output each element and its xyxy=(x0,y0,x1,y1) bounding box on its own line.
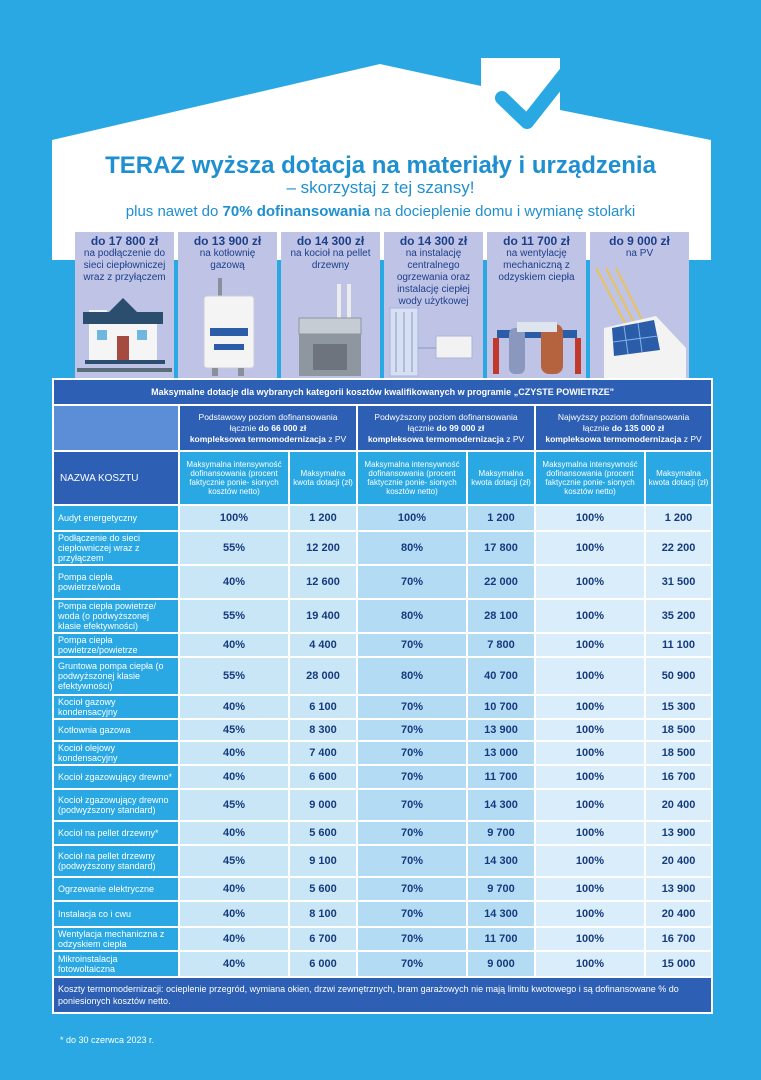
intensity-header: Maksymalna intensywność dofinansowania (procent faktycznie ponie- sionych kosztów netto) xyxy=(535,451,645,505)
cost-name: Kotłownia gazowa xyxy=(53,719,179,741)
amount-value: 14 300 xyxy=(467,845,535,877)
amount-value: 11 100 xyxy=(645,633,712,657)
intensity-value: 100% xyxy=(357,505,467,531)
intensity-value: 40% xyxy=(179,741,289,765)
name-header: NAZWA KOSZTU xyxy=(53,451,179,505)
intensity-value: 55% xyxy=(179,599,289,633)
amount-value: 4 400 xyxy=(289,633,357,657)
amount-value: 12 600 xyxy=(289,565,357,599)
intensity-value: 100% xyxy=(535,789,645,821)
amount-value: 19 400 xyxy=(289,599,357,633)
table-row xyxy=(53,821,712,845)
cost-name: Instalacja co i cwu xyxy=(53,901,179,927)
amount-value: 18 500 xyxy=(645,719,712,741)
amount-value: 1 200 xyxy=(467,505,535,531)
cost-name: Gruntowa pompa ciepła (o podwyższonej klasie efektywności) xyxy=(53,657,179,695)
amount-value: 17 800 xyxy=(467,531,535,565)
footnote: * do 30 czerwca 2023 r. xyxy=(60,1035,155,1045)
intensity-value: 70% xyxy=(357,877,467,901)
intensity-value: 70% xyxy=(357,695,467,719)
headline-offer: plus nawet do 70% dofinansowania na docieplenie domu i wymianę stolarki xyxy=(125,203,636,220)
amount-header: Maksymalna kwota dotacji (zł) xyxy=(645,451,712,505)
panel-amount: do 17 800 zł xyxy=(90,234,159,248)
intensity-header: Maksymalna intensywność dofinansowania (procent faktycznie ponie- sionych kosztów netto) xyxy=(179,451,289,505)
amount-value: 16 700 xyxy=(645,927,712,951)
amount-value: 9 100 xyxy=(289,845,357,877)
panel-ventilation xyxy=(487,232,586,378)
amount-value: 9 700 xyxy=(467,821,535,845)
amount-value: 5 600 xyxy=(289,821,357,845)
cost-name: Pompa ciepła powietrze/ woda (o podwyższonej klasie efektywności) xyxy=(53,599,179,633)
amount-value: 16 700 xyxy=(645,765,712,789)
panel-description: na kotłownię gazową xyxy=(199,248,256,271)
amount-value: 11 700 xyxy=(467,927,535,951)
headline-title: TERAZ wyższa dotacja na materiały i urządzenia xyxy=(105,152,656,179)
intensity-value: 40% xyxy=(179,633,289,657)
group-increased: Podwyższony poziom dofinansowania łącznie do 99 000 zł kompleksowa termomodernizacja z PV xyxy=(357,405,535,451)
house-roof-shape xyxy=(0,0,761,260)
cost-name: Kocioł na pellet drzewny* xyxy=(53,821,179,845)
intensity-value: 100% xyxy=(535,765,645,789)
amount-value: 8 100 xyxy=(289,901,357,927)
amount-value: 28 000 xyxy=(289,657,357,695)
intensity-value: 100% xyxy=(535,505,645,531)
amount-value: 13 900 xyxy=(645,821,712,845)
group-basic: Podstawowy poziom dofinansowania łącznie do 66 000 zł kompleksowa termomodernizacja z PV xyxy=(179,405,357,451)
table-footer-note: Koszty termomodernizacji: ocieplenie przegród, wymiana okien, drzwi zewnętrznych, bram garażowych nie mają limitu kwotowego i są dofinansowane % do poniesionych kosztów netto. xyxy=(53,977,712,1013)
table-row xyxy=(53,901,712,927)
panel-gas-boiler xyxy=(178,232,277,378)
amount-value: 1 200 xyxy=(289,505,357,531)
amount-value: 22 200 xyxy=(645,531,712,565)
amount-value: 31 500 xyxy=(645,565,712,599)
table-row xyxy=(53,695,712,719)
amount-value: 11 700 xyxy=(467,765,535,789)
amount-value: 6 000 xyxy=(289,951,357,977)
cost-name: Wentylacja mechaniczna z odzyskiem ciepła xyxy=(53,927,179,951)
table-row xyxy=(53,765,712,789)
cost-name: Ogrzewanie elektryczne xyxy=(53,877,179,901)
panel-amount: do 14 300 zł xyxy=(399,234,468,248)
intensity-value: 100% xyxy=(535,599,645,633)
intensity-value: 100% xyxy=(535,877,645,901)
intensity-value: 45% xyxy=(179,845,289,877)
sub-header-row xyxy=(53,451,712,505)
amount-value: 6 700 xyxy=(289,927,357,951)
amount-value: 22 000 xyxy=(467,565,535,599)
intensity-value: 100% xyxy=(535,719,645,741)
panel-amount: do 9 000 zł xyxy=(609,234,670,248)
subsidy-table xyxy=(52,378,711,1014)
amount-value: 28 100 xyxy=(467,599,535,633)
intensity-value: 70% xyxy=(357,565,467,599)
panel-pv xyxy=(590,232,689,378)
amount-value: 7 800 xyxy=(467,633,535,657)
panel-amount: do 14 300 zł xyxy=(296,234,365,248)
intensity-value: 70% xyxy=(357,901,467,927)
panel-description: na PV xyxy=(625,248,654,259)
intensity-value: 70% xyxy=(357,719,467,741)
intensity-value: 45% xyxy=(179,789,289,821)
intensity-value: 70% xyxy=(357,765,467,789)
amount-value: 13 900 xyxy=(467,719,535,741)
intensity-value: 40% xyxy=(179,565,289,599)
intensity-value: 55% xyxy=(179,657,289,695)
cost-name: Kocioł na pellet drzewny (podwyższony standard) xyxy=(53,845,179,877)
amount-value: 20 400 xyxy=(645,901,712,927)
cost-name: Pompa ciepła powietrze/woda xyxy=(53,565,179,599)
table-row xyxy=(53,951,712,977)
intensity-value: 80% xyxy=(357,531,467,565)
cost-name: Pompa ciepła powietrze/powietrze xyxy=(53,633,179,657)
blank-header-cell xyxy=(53,405,179,451)
intensity-value: 70% xyxy=(357,821,467,845)
panel-amount: do 11 700 zł xyxy=(503,234,570,248)
table-row xyxy=(53,741,712,765)
intensity-value: 80% xyxy=(357,657,467,695)
intensity-value: 100% xyxy=(535,927,645,951)
intensity-value: 100% xyxy=(179,505,289,531)
amount-value: 8 300 xyxy=(289,719,357,741)
cost-name: Kocioł gazowy kondensacyjny xyxy=(53,695,179,719)
intensity-value: 40% xyxy=(179,927,289,951)
intensity-value: 70% xyxy=(357,951,467,977)
intensity-value: 70% xyxy=(357,927,467,951)
intensity-value: 100% xyxy=(535,845,645,877)
amount-value: 13 900 xyxy=(645,877,712,901)
intensity-value: 40% xyxy=(179,695,289,719)
intensity-value: 100% xyxy=(535,741,645,765)
amount-value: 13 000 xyxy=(467,741,535,765)
intensity-value: 100% xyxy=(535,951,645,977)
intensity-value: 70% xyxy=(357,633,467,657)
intensity-value: 100% xyxy=(535,657,645,695)
table-title: Maksymalne dotacje dla wybranych kategorii kosztów kwalifikowanych w programie „CZYSTE POWIETRZE" xyxy=(53,379,712,405)
cost-name: Kocioł zgazowujący drewno (podwyższony standard) xyxy=(53,789,179,821)
intensity-value: 100% xyxy=(535,821,645,845)
amount-value: 35 200 xyxy=(645,599,712,633)
intensity-value: 80% xyxy=(357,599,467,633)
panel-description: na podłączenie do sieci ciepłowniczej wraz z przyłączem xyxy=(83,248,166,283)
table-row xyxy=(53,927,712,951)
amount-value: 9 000 xyxy=(289,789,357,821)
amount-value: 12 200 xyxy=(289,531,357,565)
amount-value: 6 100 xyxy=(289,695,357,719)
intensity-value: 100% xyxy=(535,565,645,599)
amount-value: 20 400 xyxy=(645,845,712,877)
intensity-value: 40% xyxy=(179,901,289,927)
amount-header: Maksymalna kwota dotacji (zł) xyxy=(467,451,535,505)
intensity-value: 40% xyxy=(179,877,289,901)
cost-name: Kocioł zgazowujący drewno* xyxy=(53,765,179,789)
amount-value: 40 700 xyxy=(467,657,535,695)
intensity-value: 100% xyxy=(535,633,645,657)
table-row xyxy=(53,789,712,821)
amount-value: 9 700 xyxy=(467,877,535,901)
intensity-value: 40% xyxy=(179,821,289,845)
intensity-value: 100% xyxy=(535,531,645,565)
table-row xyxy=(53,505,712,531)
intensity-value: 70% xyxy=(357,789,467,821)
panel-amount: do 13 900 zł xyxy=(193,234,262,248)
table-row xyxy=(53,657,712,695)
cost-name: Kocioł olejowy kondensacyjny xyxy=(53,741,179,765)
amount-value: 14 300 xyxy=(467,789,535,821)
cost-name: Mikroinstalacja fotowoltaiczna xyxy=(53,951,179,977)
intensity-value: 40% xyxy=(179,951,289,977)
amount-value: 50 900 xyxy=(645,657,712,695)
intensity-value: 45% xyxy=(179,719,289,741)
amount-value: 6 600 xyxy=(289,765,357,789)
amount-value: 15 000 xyxy=(645,951,712,977)
group-header-row xyxy=(53,405,712,451)
panel-description: na wentylację mechaniczną z odzyskiem ciepła xyxy=(498,248,575,283)
cost-name: Podłączenie do sieci ciepłowniczej wraz z przyłączem xyxy=(53,531,179,565)
panel-pellet-boiler xyxy=(281,232,380,378)
cost-name: Audyt energetyczny xyxy=(53,505,179,531)
amount-value: 9 000 xyxy=(467,951,535,977)
intensity-value: 55% xyxy=(179,531,289,565)
panel-central-heating xyxy=(384,232,483,378)
group-highest: Najwyższy poziom dofinansowania łącznie do 135 000 zł kompleksowa termomodernizacja z PV xyxy=(535,405,712,451)
amount-value: 10 700 xyxy=(467,695,535,719)
panel-district-heating xyxy=(75,232,174,378)
table-row xyxy=(53,633,712,657)
amount-value: 1 200 xyxy=(645,505,712,531)
panel-description: na kocioł na pellet drzewny xyxy=(290,248,371,271)
table-row xyxy=(53,565,712,599)
intensity-value: 70% xyxy=(357,845,467,877)
intensity-value: 40% xyxy=(179,765,289,789)
headline-subtitle: – skorzystaj z tej szansy! xyxy=(286,178,475,197)
table-row xyxy=(53,845,712,877)
amount-value: 15 300 xyxy=(645,695,712,719)
table-row xyxy=(53,599,712,633)
table-row xyxy=(53,531,712,565)
amount-value: 5 600 xyxy=(289,877,357,901)
intensity-value: 100% xyxy=(535,901,645,927)
table-row xyxy=(53,719,712,741)
amount-value: 18 500 xyxy=(645,741,712,765)
panel-description: na instalację centralnego ogrzewania oraz instalację ciepłej wody użytkowej xyxy=(396,248,471,307)
intensity-value: 70% xyxy=(357,741,467,765)
amount-header: Maksymalna kwota dotacji (zł) xyxy=(289,451,357,505)
amount-value: 7 400 xyxy=(289,741,357,765)
amount-value: 14 300 xyxy=(467,901,535,927)
intensity-value: 100% xyxy=(535,695,645,719)
table-row xyxy=(53,877,712,901)
amount-value: 20 400 xyxy=(645,789,712,821)
intensity-header: Maksymalna intensywność dofinansowania (procent faktycznie ponie- sionych kosztów netto) xyxy=(357,451,467,505)
